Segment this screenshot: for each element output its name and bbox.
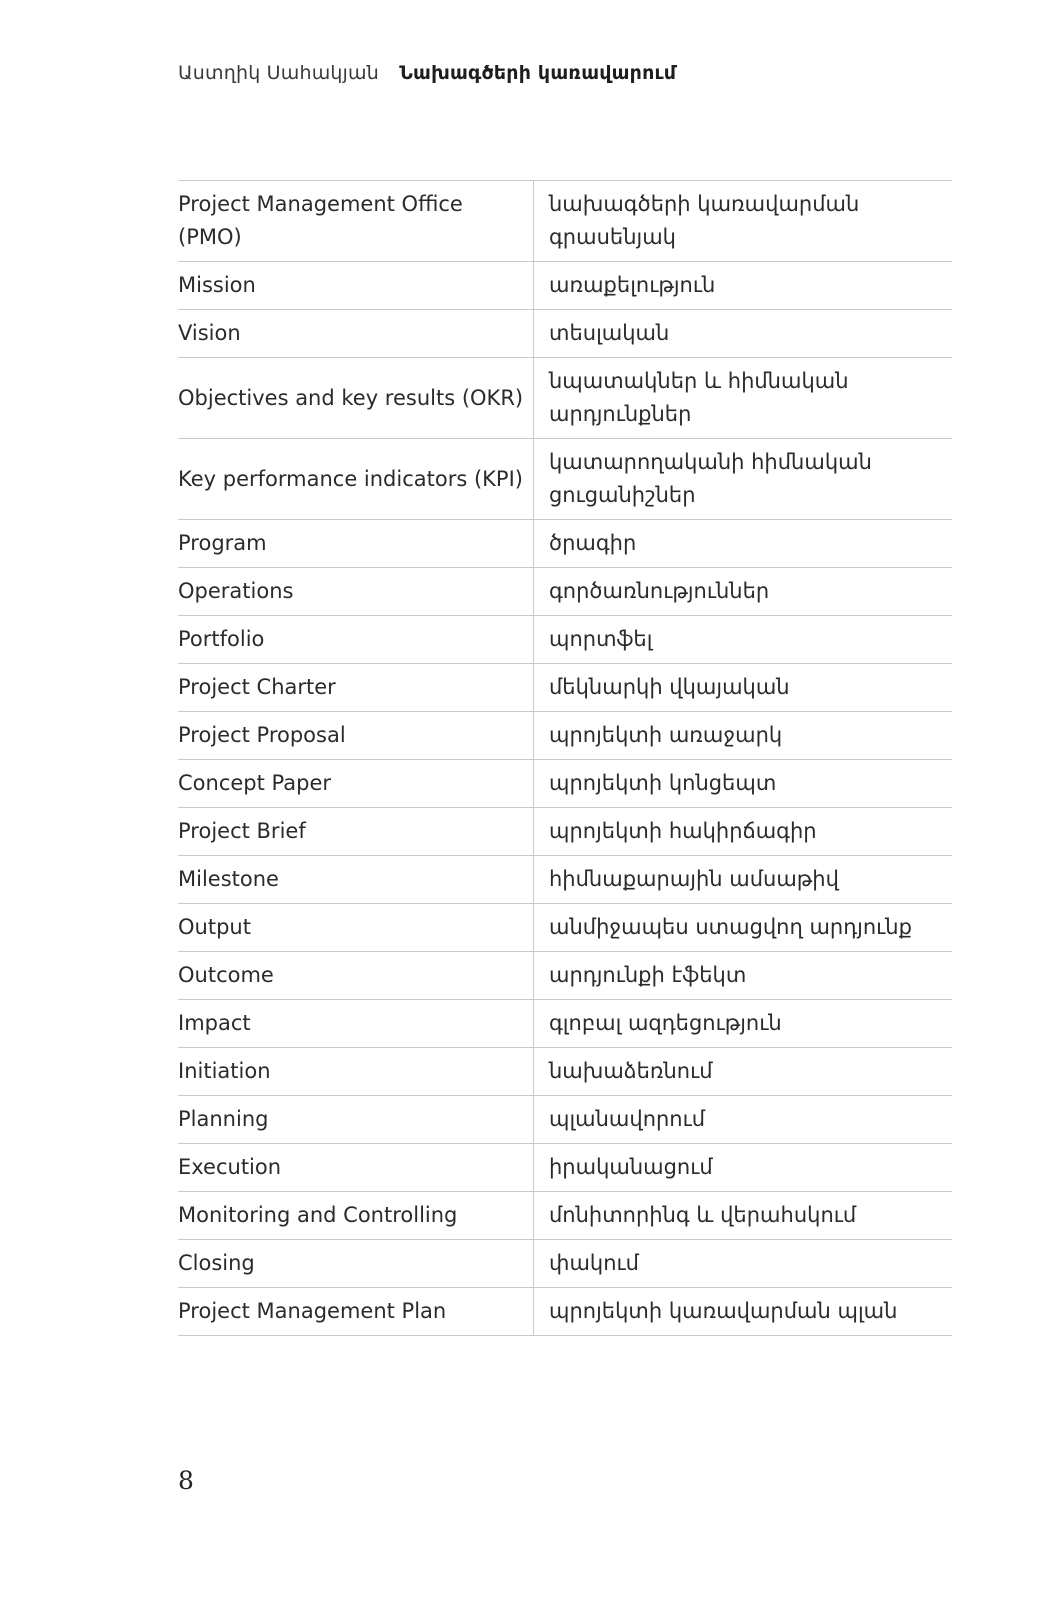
table-row <box>178 1144 952 1192</box>
term-armenian: հիմնաքարային ամսաթիվ <box>534 856 953 904</box>
term-armenian: մոնիտորինգ և վերահսկում <box>534 1192 953 1240</box>
term-armenian: ծրագիր <box>534 520 953 568</box>
term-english: Concept Paper <box>178 760 534 808</box>
term-armenian: նպատակներ և հիմնական արդյունքներ <box>534 358 953 439</box>
table-row <box>178 856 952 904</box>
table-row <box>178 1048 952 1096</box>
term-armenian: պրոյեկտի կառավարման պլան <box>534 1288 953 1336</box>
table-row <box>178 616 952 664</box>
table-row <box>178 664 952 712</box>
term-armenian: առաքելություն <box>534 262 953 310</box>
term-english: Program <box>178 520 534 568</box>
table-row <box>178 1240 952 1288</box>
term-armenian: պրոյեկտի առաջարկ <box>534 712 953 760</box>
table-row <box>178 1096 952 1144</box>
table-row <box>178 439 952 520</box>
term-english: Monitoring and Controlling <box>178 1192 534 1240</box>
table-row <box>178 358 952 439</box>
term-english: Portfolio <box>178 616 534 664</box>
term-armenian: կատարողականի հիմնական ցուցանիշներ <box>534 439 953 520</box>
table-row <box>178 952 952 1000</box>
glossary-table <box>178 180 952 1336</box>
term-armenian: նախագծերի կառավարման գրասենյակ <box>534 181 953 262</box>
book-title: Նախագծերի կառավարում <box>399 62 677 84</box>
term-armenian: մեկնարկի վկայական <box>534 664 953 712</box>
term-english: Closing <box>178 1240 534 1288</box>
table-row <box>178 1288 952 1336</box>
table-row <box>178 568 952 616</box>
term-armenian: պրոյեկտի կոնցեպտ <box>534 760 953 808</box>
table-row <box>178 808 952 856</box>
table-row <box>178 262 952 310</box>
table-row <box>178 904 952 952</box>
term-armenian: տեսլական <box>534 310 953 358</box>
running-header <box>178 62 676 84</box>
author-name: Աստղիկ Սաhակյան <box>178 62 379 84</box>
term-armenian: իրականացում <box>534 1144 953 1192</box>
term-armenian: գործառնություններ <box>534 568 953 616</box>
term-english: Mission <box>178 262 534 310</box>
term-english: Project Management Plan <box>178 1288 534 1336</box>
term-armenian: գլոբալ ազդեցություն <box>534 1000 953 1048</box>
term-english: Project Management Office (PMO) <box>178 181 534 262</box>
term-english: Execution <box>178 1144 534 1192</box>
term-english: Impact <box>178 1000 534 1048</box>
term-armenian: պլանավորում <box>534 1096 953 1144</box>
term-english: Planning <box>178 1096 534 1144</box>
table-row <box>178 520 952 568</box>
page-number: 8 <box>178 1466 194 1495</box>
table-row <box>178 712 952 760</box>
term-english: Operations <box>178 568 534 616</box>
term-armenian: պրոյեկտի հակիրճագիր <box>534 808 953 856</box>
term-armenian: արդյունքի էֆեկտ <box>534 952 953 1000</box>
table-row <box>178 1000 952 1048</box>
term-english: Project Charter <box>178 664 534 712</box>
term-english: Vision <box>178 310 534 358</box>
table-row <box>178 760 952 808</box>
table-row <box>178 1192 952 1240</box>
term-english: Output <box>178 904 534 952</box>
term-english: Outcome <box>178 952 534 1000</box>
term-english: Milestone <box>178 856 534 904</box>
term-armenian: փակում <box>534 1240 953 1288</box>
table-row <box>178 181 952 262</box>
table-row <box>178 310 952 358</box>
term-english: Project Proposal <box>178 712 534 760</box>
term-armenian: նախաձեռնում <box>534 1048 953 1096</box>
term-english: Objectives and key results (OKR) <box>178 358 534 439</box>
term-armenian: պորտֆել <box>534 616 953 664</box>
term-english: Project Brief <box>178 808 534 856</box>
term-english: Key performance indicators (KPI) <box>178 439 534 520</box>
term-armenian: անմիջապես ստացվող արդյունք <box>534 904 953 952</box>
term-english: Initiation <box>178 1048 534 1096</box>
